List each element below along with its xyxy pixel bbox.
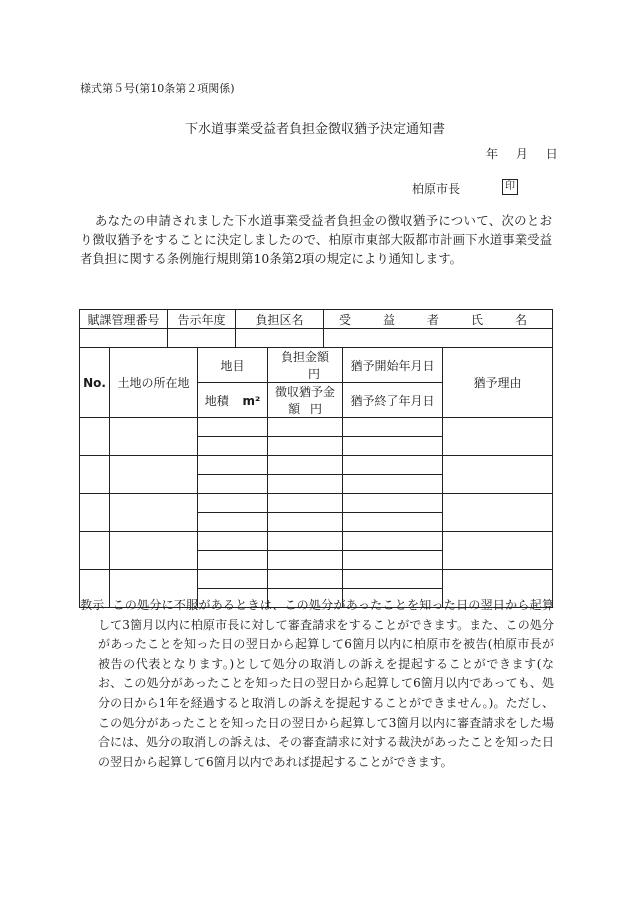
reason-cell (443, 456, 553, 494)
appeal-notice-text: この処分に不服があるときは、この処分があったことを知った日の翌日から起算して3箇月以内に柏原市長に対して審査請求をすることができます。また、この処分があったことを知った日の翌日から起算して6箇月以内に柏原市を被告(柏原市長が被告の代表となります。)として処分の取消しの訴えを提起することができます(なお、この処分があったことを知った日の翌日から起算して6箇月以内であっても、処分の日から1年を経過すると取消しの訴えを提起することができません。)。ただし、この処分があったことを知った日の翌日から起算して3箇月以内に審査請求をした場合には、処分の取消しの訴えは、その審査請求に対する裁決があったことを知った日の翌日から起算して6箇月以内であれば提起することができます。 (98, 598, 554, 769)
deferral-end-header: 猶予終了年月日 (343, 383, 443, 418)
burden-amount-cell (268, 494, 343, 513)
land-category-cell (198, 456, 268, 475)
burden-amount-header (268, 348, 343, 383)
issuer-name: 柏原市長 (412, 182, 461, 196)
reason-header: 猶予理由 (443, 348, 553, 418)
date-line (486, 145, 558, 162)
area-header (198, 383, 268, 418)
location-cell (110, 532, 198, 570)
no-cell (80, 418, 110, 456)
burden-area-cell (236, 329, 324, 348)
beneficiary-name-header: 受 益 者 氏 名 (324, 310, 553, 329)
reason-cell (443, 494, 553, 532)
deferred-amount-cell (268, 551, 343, 570)
burden-amount-cell (268, 418, 343, 437)
assessment-no-header: 賦課管理番号 (80, 310, 168, 329)
burden-amount-cell (268, 456, 343, 475)
header-row-owner (80, 310, 553, 329)
deferred-amount-header (268, 383, 343, 418)
notice-year-cell (168, 329, 236, 348)
deferral-start-header: 猶予開始年月日 (343, 348, 443, 383)
location-header: 土地の所在地 (110, 348, 198, 418)
deferral-start-cell (343, 456, 443, 475)
notification-body: あなたの申請されました下水道事業受益者負担金の徴収猶予について、次のとおり徴収猶予をすることに決定しましたので、柏原市東部大阪都市計画下水道事業受益者負担に関する条例施行規則第10条第2項の規定により通知します。 (80, 213, 552, 266)
owner-value-row (80, 329, 553, 348)
deferral-end-cell (343, 475, 443, 494)
area-cell (198, 513, 268, 532)
deferral-end-cell (343, 513, 443, 532)
land-category-cell (198, 532, 268, 551)
area-unit-label: m² (242, 393, 261, 408)
beneficiary-name-cell (324, 329, 553, 348)
no-cell (80, 494, 110, 532)
location-cell (110, 456, 198, 494)
date-day-label: 日 (545, 147, 558, 161)
table-row (80, 570, 553, 589)
area-label: 地積 (204, 393, 229, 408)
deferral-start-cell (343, 570, 443, 589)
date-month-label: 月 (515, 147, 528, 161)
no-header: No. (80, 348, 110, 418)
no-cell (80, 456, 110, 494)
deferred-yen-label: 円 (309, 402, 322, 416)
area-cell (198, 475, 268, 494)
deferred-amount-cell (268, 475, 343, 494)
table-row (80, 456, 553, 475)
assessment-no-cell (80, 329, 168, 348)
header-row-1 (80, 348, 553, 383)
land-category-header: 地目 (198, 348, 268, 383)
burden-yen-label: 円 (308, 367, 321, 381)
burden-amount-label: 負担金額 (281, 350, 330, 364)
table-row (80, 494, 553, 513)
land-category-cell (198, 494, 268, 513)
location-cell (110, 418, 198, 456)
appeal-notice (80, 596, 554, 772)
deferral-table (79, 309, 553, 608)
deferral-end-cell (343, 437, 443, 456)
burden-area-header: 負担区名 (236, 310, 324, 329)
deferred-amount-cell (268, 513, 343, 532)
table-row (80, 418, 553, 437)
deferral-start-cell (343, 494, 443, 513)
burden-amount-cell (268, 570, 343, 589)
no-cell (80, 532, 110, 570)
document-title: 下水道事業受益者負担金徴収猶予決定通知書 (184, 122, 445, 137)
reason-cell (443, 418, 553, 456)
area-cell (198, 437, 268, 456)
land-category-cell (198, 418, 268, 437)
deferral-start-cell (343, 532, 443, 551)
location-cell (110, 494, 198, 532)
deferred-amount-cell (268, 437, 343, 456)
deferral-end-cell (343, 551, 443, 570)
table-row (80, 532, 553, 551)
area-cell (198, 551, 268, 570)
burden-amount-cell (268, 532, 343, 551)
reason-cell (443, 532, 553, 570)
date-year-label: 年 (486, 147, 499, 161)
seal-mark: 印 (502, 179, 518, 195)
form-number: 様式第５号(第10条第２項関係) (80, 82, 235, 95)
appeal-notice-label: 教示 (80, 598, 105, 612)
deferred-amount-label: 徴収猶予金額 (275, 385, 336, 416)
land-category-cell (198, 570, 268, 589)
deferral-start-cell (343, 418, 443, 437)
notice-year-header: 告示年度 (168, 310, 236, 329)
